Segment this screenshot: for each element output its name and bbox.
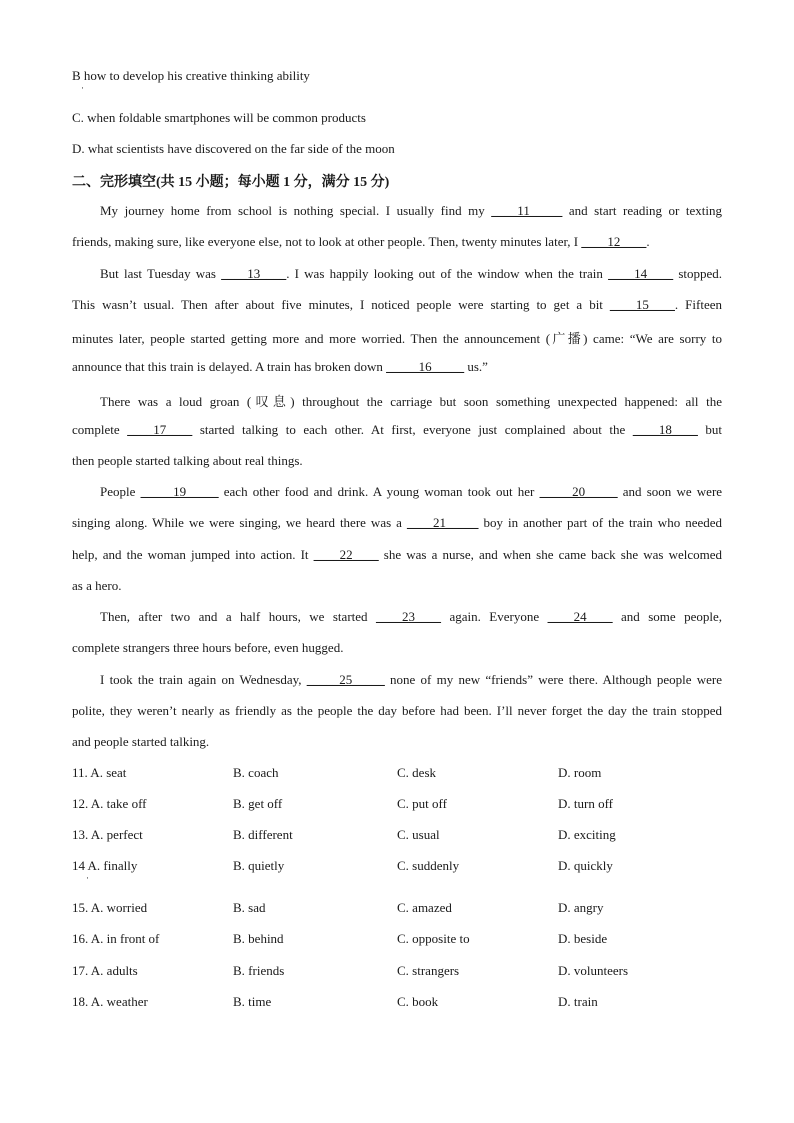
blank-24: ____24____: [547, 609, 613, 624]
option-a: 14 A. finally: [72, 858, 138, 873]
blank-13: ____13____: [221, 266, 287, 281]
option-c: C. desk: [397, 765, 436, 780]
punctuation-dot: ·: [81, 83, 84, 93]
blank-16: _____16_____: [386, 359, 465, 374]
blank-17: ____17____: [127, 422, 193, 437]
option-d: D. volunteers: [558, 963, 629, 978]
passage-line: minutes later, people started getting more and more worried. Then the announcement (广播) came: “We are sorry to: [72, 331, 722, 346]
option-b: B. behind: [233, 931, 284, 946]
blank-22: ____22____: [313, 547, 379, 562]
option-a: 13. A. perfect: [72, 827, 143, 842]
option-c: C. opposite to: [397, 931, 470, 946]
passage-line: help, and the woman jumped into action. It ____22____ she was a nurse, and when she came back she was welcomed: [72, 547, 722, 562]
blank-15: ____15____: [609, 297, 675, 312]
blank-21: ____21_____: [406, 515, 479, 530]
option-d: D. quickly: [558, 858, 613, 873]
option-d: D. train: [558, 994, 598, 1009]
option-b: B. friends: [233, 963, 285, 978]
question-row: [72, 900, 732, 918]
passage-line: Then, after two and a half hours, we started ____23____ again. Everyone ____24____ and some people,: [100, 609, 723, 624]
section-heading: 二、完形填空(共 15 小题；每小题 1 分，满分 15 分): [72, 175, 390, 190]
option-a: 11. A. seat: [72, 765, 127, 780]
question-row: [72, 858, 732, 876]
option-c: C. book: [397, 994, 439, 1009]
passage-line: singing along. While we were singing, we heard there was a ____21_____ boy in another part of the train who needed: [72, 515, 723, 530]
option-b: B how to develop his creative thinking ability: [72, 68, 310, 83]
option-a: 15. A. worried: [72, 900, 148, 915]
passage-line: People _____19_____ each other food and drink. A young woman took out her _____20_____ and soon we were: [100, 484, 723, 499]
question-row: [72, 827, 732, 845]
question-row: [72, 963, 732, 981]
blank-18: ____18____: [632, 422, 698, 437]
blank-19: _____19_____: [140, 484, 219, 499]
option-b: B. different: [233, 827, 293, 842]
option-c: C. when foldable smartphones will be common products: [72, 110, 366, 125]
option-d: D. turn off: [558, 796, 614, 811]
option-b: B. time: [233, 994, 272, 1009]
passage-line: This wasn’t usual. Then after about five minutes, I noticed people were starting to get a bit ____15____. Fifteen: [72, 297, 722, 312]
blank-20: _____20_____: [539, 484, 618, 499]
passage-line: then people started talking about real things.: [72, 453, 303, 468]
option-a: 12. A. take off: [72, 796, 147, 811]
option-b: B. get off: [233, 796, 283, 811]
passage-line: But last Tuesday was ____13____. I was happily looking out of the window when the train ____14____ stopped.: [100, 266, 723, 281]
passage-line: There was a loud groan (叹息) throughout the carriage but soon something unexpected happened: all the: [100, 394, 722, 409]
passage-line: complete ____17____ started talking to each other. At first, everyone just complained about the ____18____ but: [72, 422, 723, 437]
passage-line: polite, they weren’t nearly as friendly as the people the day before had been. I’ll never forget the day the train stopped: [72, 703, 722, 718]
option-d: D. room: [558, 765, 602, 780]
passage-line: as a hero.: [72, 578, 122, 593]
option-d: D. what scientists have discovered on the far side of the moon: [72, 141, 395, 156]
option-d: D. beside: [558, 931, 608, 946]
option-c: C. usual: [397, 827, 440, 842]
option-a: 16. A. in front of: [72, 931, 160, 946]
punctuation-dot: ·: [86, 873, 89, 883]
passage-line: complete strangers three hours before, even hugged.: [72, 640, 344, 655]
option-c: C. amazed: [397, 900, 452, 915]
passage-line: friends, making sure, like everyone else, not to look at other people. Then, twenty minutes later, I ____12____.: [72, 234, 650, 249]
option-a: 17. A. adults: [72, 963, 138, 978]
option-d: D. angry: [558, 900, 604, 915]
option-b: B. sad: [233, 900, 266, 915]
blank-23: ____23____: [375, 609, 441, 624]
option-c: C. suddenly: [397, 858, 460, 873]
passage-line: My journey home from school is nothing special. I usually find my ____11_____ and start reading or texting: [100, 203, 723, 218]
blank-11: ____11_____: [491, 203, 563, 218]
passage-line: I took the train again on Wednesday, _____25_____ none of my new “friends” were there. Although people were: [100, 672, 723, 687]
option-b: B. coach: [233, 765, 279, 780]
passage-line: and people started talking.: [72, 734, 210, 749]
blank-14: ____14____: [608, 266, 674, 281]
question-row: [72, 931, 732, 949]
blank-12: ____12____: [581, 234, 647, 249]
question-row: [72, 796, 732, 814]
option-c: C. strangers: [397, 963, 460, 978]
option-a: 18. A. weather: [72, 994, 148, 1009]
option-c: C. put off: [397, 796, 447, 811]
passage-line: announce that this train is delayed. A train has broken down _____16_____ us.”: [72, 359, 488, 374]
option-b: B. quietly: [233, 858, 285, 873]
question-row: [72, 994, 732, 1012]
option-d: D. exciting: [558, 827, 616, 842]
blank-25: _____25_____: [306, 672, 385, 687]
question-row: [72, 765, 732, 783]
